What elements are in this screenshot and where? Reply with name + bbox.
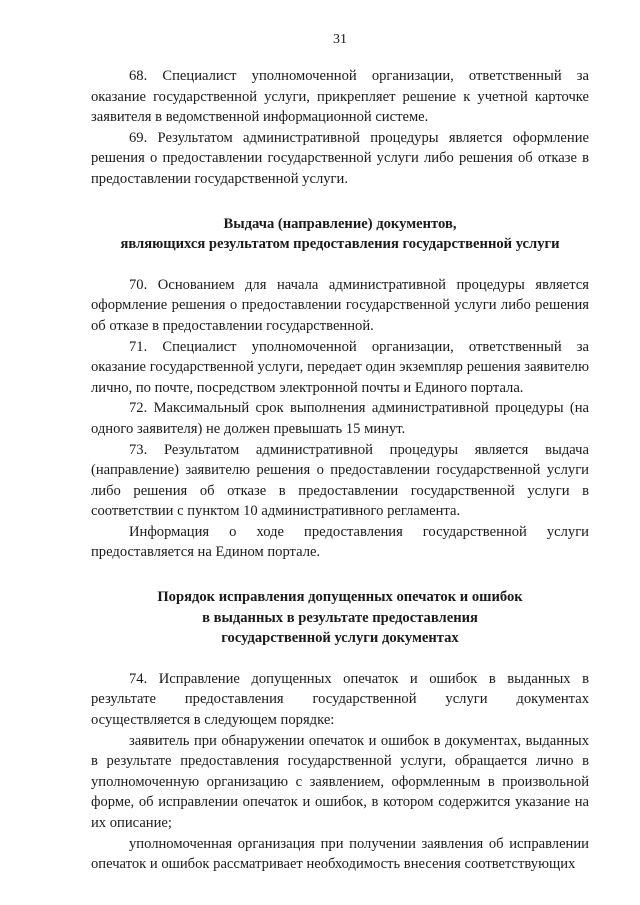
paragraph-73: 73. Результатом административной процедуры является выдача (направление) заявителю решения о предоставлении государственной услуги либо решения об отказе в предоставлении государственной услуги в соответствии с пунктом 10 административного регламента. <box>91 441 589 520</box>
heading-line: Выдача (направление) документов, <box>223 215 457 232</box>
paragraph-72: 72. Максимальный срок выполнения административной процедуры (на одного заявителя) не должен превышать 15 минут. <box>91 400 589 437</box>
heading-line: в выданных в результате предоставления <box>202 609 478 626</box>
paragraph-69: 69. Результатом административной процедуры является оформление решения о предоставлении государственной услуги либо решения об отказе в предоставлении государственной услуги. <box>91 129 589 187</box>
heading-line: государственной услуги документах <box>221 630 459 647</box>
paragraph-organization: уполномоченная организация при получении заявления об исправлении опечаток и ошибок рассматривает необходимость внесения соответствующих <box>91 835 589 873</box>
heading-line: являющихся результатом предоставления государственной услуги <box>120 236 560 253</box>
paragraph-info: Информация о ходе предоставления государственной услуги предоставляется на Едином портале. <box>91 523 589 561</box>
paragraph-74: 74. Исправление допущенных опечаток и ошибок в выданных в результате предоставления государственной услуги документах осуществляется в следующем порядке: <box>91 670 589 729</box>
paragraph-applicant: заявитель при обнаружении опечаток и ошибок в документах, выданных в результате предоставления государственной услуги, обращается лично в уполномоченную организацию с заявлением, оформленным в произвольной форме, об исправлении опечаток и ошибок, в котором содержится указание на их описание; <box>91 732 589 831</box>
spacer <box>91 190 589 214</box>
paragraph-71: 71. Специалист уполномоченной организации, ответственный за оказание государственной услуги, передает один экземпляр решения заявителю лично, по почте, посредством электронной почты и Единого портала. <box>91 338 589 396</box>
spacer <box>91 563 589 587</box>
section-heading-issuance <box>91 214 589 255</box>
spacer <box>91 255 589 275</box>
page-number: 31 <box>333 32 347 47</box>
spacer <box>91 649 589 669</box>
heading-line: Порядок исправления допущенных опечаток и ошибок <box>157 589 523 606</box>
section-heading-corrections <box>91 587 589 649</box>
document-page <box>91 30 589 875</box>
paragraph-68: 68. Специалист уполномоченной организации, ответственный за оказание государственной услуги, прикрепляет решение к учетной карточке заявителя в ведомственной информационной системе. <box>91 68 589 126</box>
paragraph-70: 70. Основанием для начала административной процедуры является оформление решения о предоставлении государственной услуги либо решения об отказе в предоставлении государственной. <box>91 276 589 334</box>
